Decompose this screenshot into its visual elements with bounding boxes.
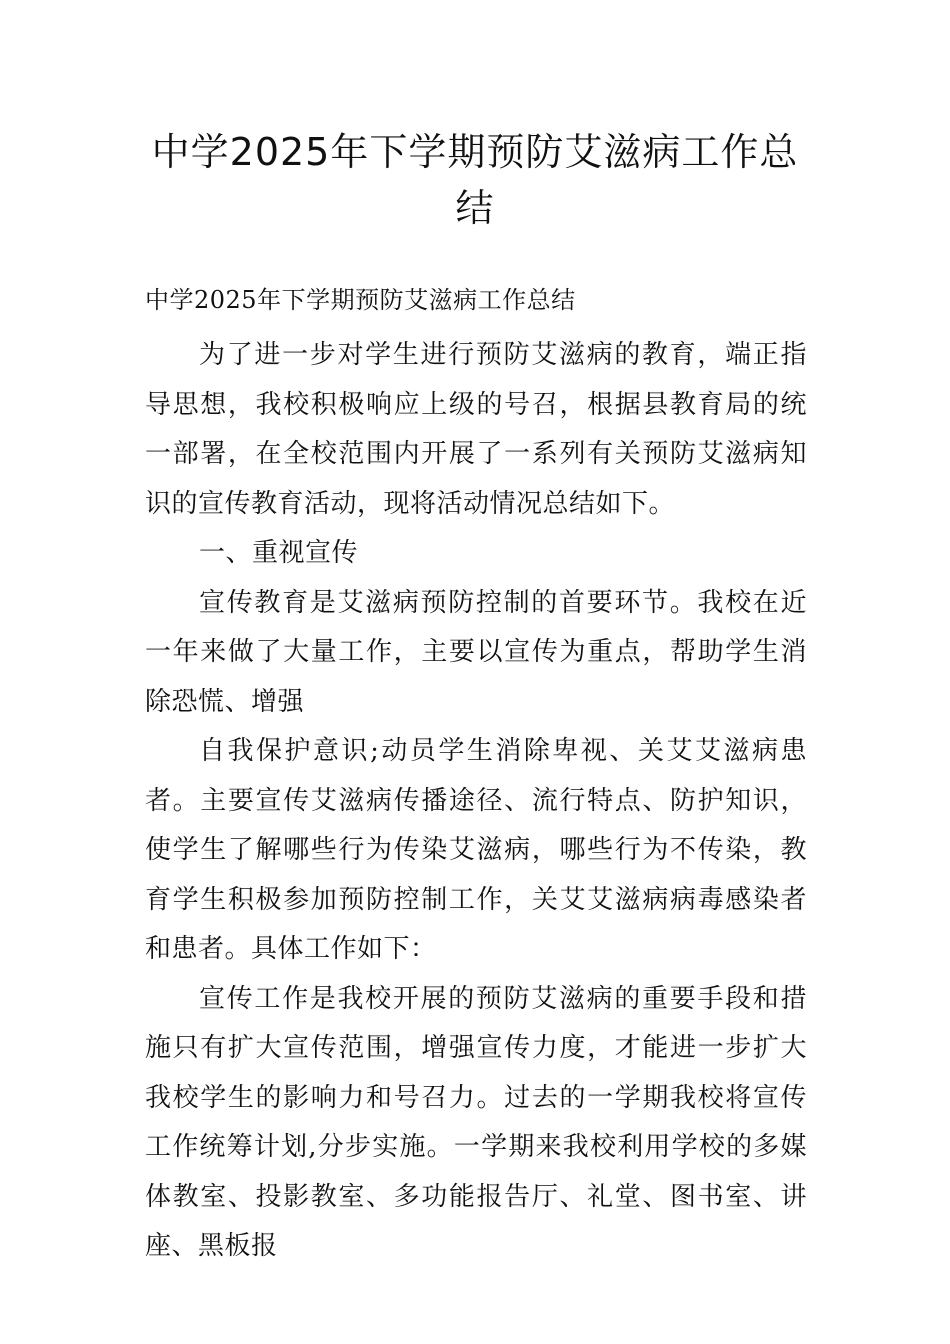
paragraph-intro: 为了进一步对学生进行预防艾滋病的教育，端正指导思想，我校积极响应上级的号召，根据县教育局的统一部署，在全校范围内开展了一系列有关预防艾滋病知识的宣传教育活动，现将活动情况总结如下。 <box>145 340 807 519</box>
document-body <box>145 282 807 1272</box>
section-heading-publicity: 一、重视宣传 <box>199 538 359 568</box>
paragraph-awareness: 自我保护意识;动员学生消除卑视、关艾艾滋病患者。主要宣传艾滋病传播途径、流行特点、防护知识，使学生了解哪些行为传染艾滋病，哪些行为不传染，教育学生积极参加预防控制工作，关艾艾滋病病毒感染者和患者。具体工作如下： <box>145 736 807 964</box>
document-subtitle: 中学2025年下学期预防艾滋病工作总结 <box>145 286 576 314</box>
paragraph-measures: 宣传工作是我校开展的预防艾滋病的重要手段和措施只有扩大宣传范围，增强宣传力度，才能进一步扩大我校学生的影响力和号召力。过去的一学期我校将宣传工作统筹计划,分步实施。一学期来我校利用学校的多媒体教室、投影教室、多功能报告厅、礼堂、图书室、讲座、黑板报 <box>145 983 807 1261</box>
paragraph-publicity: 宣传教育是艾滋病预防控制的首要环节。我校在近一年来做了大量工作，主要以宣传为重点，帮助学生消除恐慌、增强 <box>145 587 807 717</box>
document-title: 中学2025年下学期预防艾滋病工作总结 <box>151 130 799 230</box>
